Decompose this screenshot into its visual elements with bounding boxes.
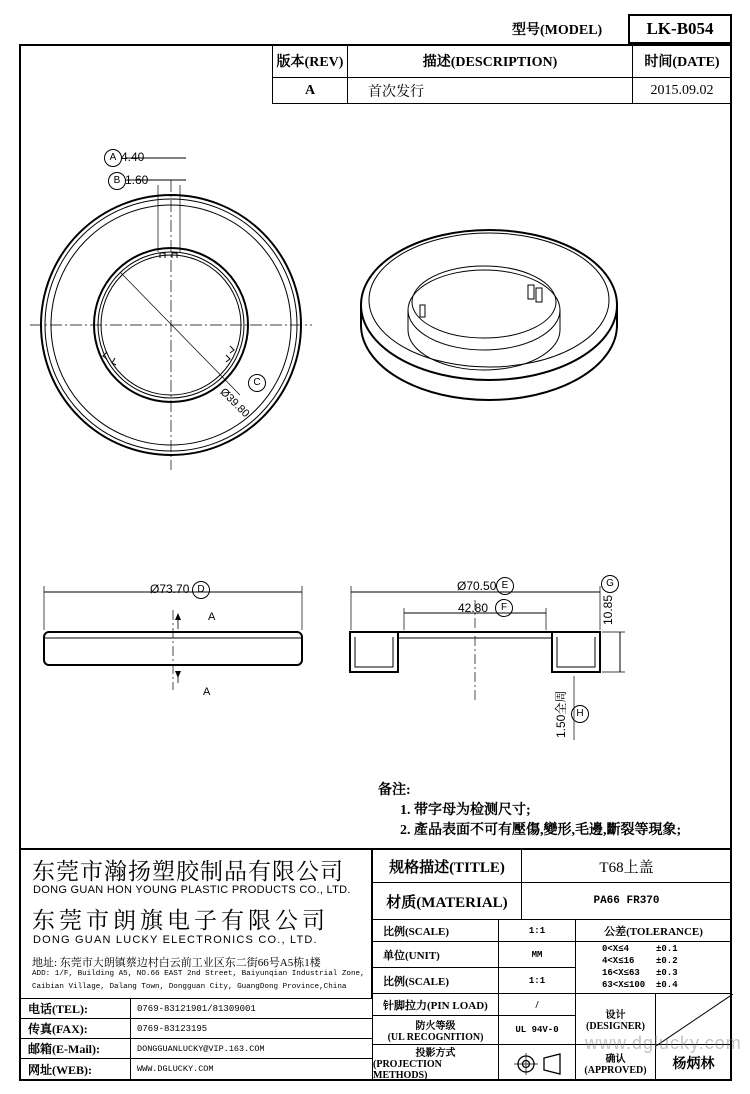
dim-d-value: Ø73.70 xyxy=(150,582,190,596)
dim-b-value: 1.60 xyxy=(125,173,149,187)
web-value: WWW.DGLUCKY.COM xyxy=(130,1058,373,1080)
unit-label: 单位(UNIT) xyxy=(372,941,499,968)
dim-h-value: 1.50全周 xyxy=(554,690,568,738)
dim-h-bubble: H xyxy=(571,705,589,723)
dim-f-value: 42.80 xyxy=(458,601,489,615)
scale-value-2: 1:1 xyxy=(498,967,576,994)
ul-label-cn: 防火等级 xyxy=(415,1021,456,1032)
projection-label-cn: 投影方式 xyxy=(415,1048,456,1059)
date-label: 时间(DATE) xyxy=(632,44,732,78)
dim-a-value: 4.40 xyxy=(121,150,145,164)
desc-value: 首次发行 xyxy=(347,77,633,104)
unit-value: MM xyxy=(498,941,576,968)
tol-range-3: 16<X≤63 xyxy=(602,968,640,978)
pin-load-label: 针脚拉力(PIN LOAD) xyxy=(372,993,499,1016)
dim-f-bubble: F xyxy=(495,599,513,617)
side-view xyxy=(44,586,302,690)
tol-value-3: ±0.3 xyxy=(656,968,678,978)
scale-label-1: 比例(SCALE) xyxy=(372,919,499,942)
material-value: PA66 FR370 xyxy=(521,882,732,920)
dim-b-bubble: B xyxy=(108,172,126,190)
watermark: www.dglucky.com xyxy=(585,1033,742,1053)
rev-value: A xyxy=(272,77,348,104)
material-label: 材质(MATERIAL) xyxy=(372,882,522,920)
note-1: 1. 带字母为检测尺寸; xyxy=(400,803,531,818)
company-name-cn-1: 东莞市瀚扬塑胶制品有限公司 xyxy=(32,859,344,884)
projection-symbol-icon xyxy=(499,1045,577,1082)
tol-value-4: ±0.4 xyxy=(656,980,678,990)
note-2: 2. 產品表面不可有壓傷,變形,毛邊,斷裂等現象; xyxy=(400,823,682,838)
dim-d-bubble: D xyxy=(192,581,210,599)
scale-value-1: 1:1 xyxy=(498,919,576,942)
title-label: 规格描述(TITLE) xyxy=(372,848,522,883)
dim-c-value: Ø39.80 xyxy=(217,386,252,421)
top-view xyxy=(30,158,312,470)
projection-label-en: (PROJECTION METHODS) xyxy=(373,1059,442,1081)
pin-load-value: / xyxy=(498,993,576,1016)
email-value: DONGGUANLUCKY@VIP.163.COM xyxy=(130,1038,373,1059)
company-name-cn-2: 东莞市朗旗电子有限公司 xyxy=(32,908,329,933)
tol-range-1: 0<X≤4 xyxy=(602,944,630,954)
dim-e-bubble: E xyxy=(496,577,514,595)
dim-g-value: 10.85 xyxy=(601,594,615,625)
tel-label: 电话(TEL): xyxy=(19,998,131,1019)
projection-label xyxy=(372,1044,499,1081)
address-en-2: Caibian Village, Dalang Town, Dongguan City, GuangDong Province,China xyxy=(32,983,347,991)
tol-range-4: 63<X≤100 xyxy=(602,980,646,990)
approved-label-en: (APPROVED) xyxy=(584,1064,647,1076)
tel-value: 0769-83121901/81309001 xyxy=(130,998,373,1019)
isometric-view xyxy=(361,230,617,400)
company-name-en-1: DONG GUAN HON YOUNG PLASTIC PRODUCTS CO., LTD. xyxy=(33,884,351,896)
approved-label-cn: 确认 xyxy=(605,1053,626,1065)
date-value: 2015.09.02 xyxy=(632,77,732,104)
model-value: LK-B054 xyxy=(628,14,732,44)
ul-label xyxy=(372,1015,499,1045)
tol-value-2: ±0.2 xyxy=(656,956,678,966)
ul-label-en: (UL RECOGNITION) xyxy=(387,1032,484,1043)
model-label: 型号(MODEL) xyxy=(512,23,603,38)
fax-label: 传真(FAX): xyxy=(19,1018,131,1039)
section-label-top: A xyxy=(208,611,216,623)
ul-value: UL 94V-0 xyxy=(498,1015,576,1045)
address-en-1: ADD: 1/F, Building A5, NO.66 EAST 2nd Street, Baiyunqian Industrial Zone, xyxy=(32,970,365,978)
web-label: 网址(WEB): xyxy=(19,1058,131,1080)
desc-label: 描述(DESCRIPTION) xyxy=(347,44,633,78)
designer-label-en: (DESIGNER) xyxy=(586,1021,645,1032)
tol-range-2: 4<X≤16 xyxy=(602,956,635,966)
dim-e-value: Ø70.50 xyxy=(457,579,497,593)
dim-g-bubble: G xyxy=(601,575,619,593)
dim-a-bubble: A xyxy=(104,149,122,167)
designer-label-cn: 设计 xyxy=(605,1010,626,1021)
fax-value: 0769-83123195 xyxy=(130,1018,373,1039)
address-cn: 地址: 东莞市大朗镇蔡边村白云前工业区东二街66号A5栋1楼 xyxy=(32,957,321,969)
tolerance-table xyxy=(575,941,732,994)
title-value: T68上盖 xyxy=(521,848,732,883)
projection-symbol-cell xyxy=(498,1044,576,1081)
dim-c-bubble: C xyxy=(248,374,266,392)
notes-title: 备注: xyxy=(378,783,411,798)
company-name-en-2: DONG GUAN LUCKY ELECTRONICS CO., LTD. xyxy=(33,934,318,946)
email-label: 邮箱(E-Mail): xyxy=(19,1038,131,1059)
section-label-bottom: A xyxy=(203,686,211,698)
scale-label-2: 比例(SCALE) xyxy=(372,967,499,994)
approved-value: 杨炳林 xyxy=(655,1044,732,1081)
rev-label: 版本(REV) xyxy=(272,44,348,78)
tol-value-1: ±0.1 xyxy=(656,944,678,954)
tolerance-label: 公差(TOLERANCE) xyxy=(575,919,732,942)
